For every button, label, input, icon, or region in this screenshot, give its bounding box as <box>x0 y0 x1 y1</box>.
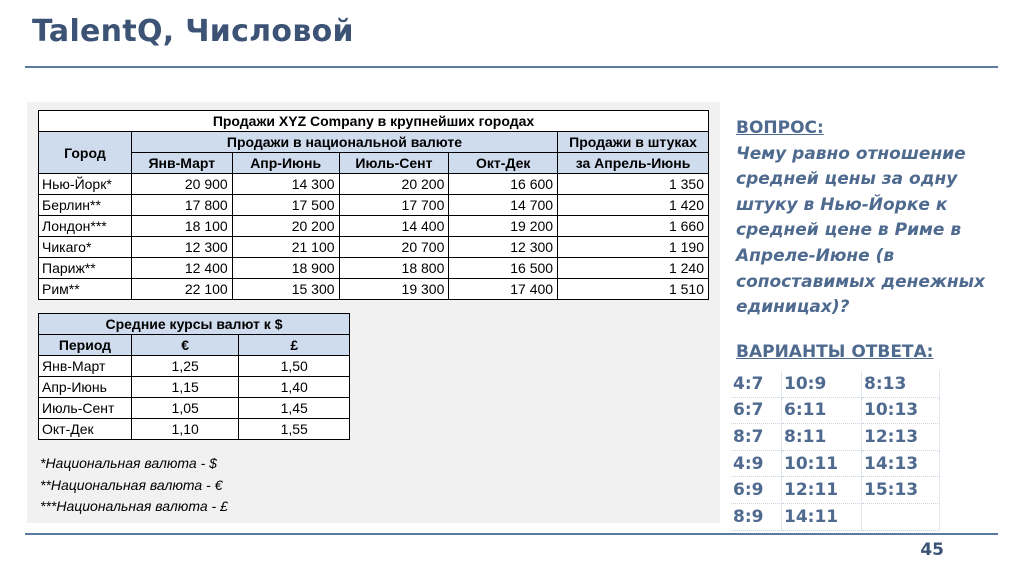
answer-option[interactable]: 10:13 <box>862 398 940 425</box>
national-currency-header: Продажи в национальной валюте <box>131 132 557 153</box>
sales-cell: 14 300 <box>232 174 339 195</box>
pound-rate-cell: 1,45 <box>239 398 350 419</box>
answer-option[interactable]: 12:13 <box>862 424 940 451</box>
footnote: **Национальная валюта - € <box>40 476 223 493</box>
sales-cell: 19 200 <box>449 216 558 237</box>
euro-header: € <box>131 335 239 356</box>
sales-cell: 17 400 <box>449 279 558 300</box>
euro-rate-cell: 1,15 <box>131 377 239 398</box>
answer-option[interactable]: 4:7 <box>731 371 782 398</box>
sales-cell: 16 500 <box>449 258 558 279</box>
question-block <box>736 116 991 321</box>
units-cell: 1 420 <box>558 195 709 216</box>
table-row <box>39 216 709 237</box>
sales-cell: 12 300 <box>449 237 558 258</box>
footnote: *Национальная валюта - $ <box>40 455 217 471</box>
sales-cell: 14 400 <box>339 216 449 237</box>
city-cell: Чикаго* <box>39 237 132 258</box>
answers-heading: ВАРИАНТЫ ОТВЕТА: <box>736 342 934 362</box>
table-row <box>39 398 350 419</box>
answer-option[interactable]: 10:11 <box>782 451 862 478</box>
answer-option[interactable]: 8:11 <box>782 424 862 451</box>
sales-cell: 19 300 <box>339 279 449 300</box>
sales-cell: 20 700 <box>339 237 449 258</box>
answer-option <box>862 504 940 531</box>
city-header: Город <box>39 132 132 174</box>
table-row <box>39 356 350 377</box>
answer-option[interactable]: 12:11 <box>782 477 862 504</box>
answer-option[interactable]: 8:13 <box>862 371 940 398</box>
footer-divider <box>25 533 998 535</box>
sales-cell: 17 700 <box>339 195 449 216</box>
sales-cell: 18 100 <box>131 216 232 237</box>
table-row <box>39 174 709 195</box>
answer-option[interactable]: 14:11 <box>782 504 862 531</box>
footnote: ***Национальная валюта - £ <box>40 498 228 514</box>
sales-table <box>38 110 709 300</box>
period-header: Июль-Сент <box>339 153 449 174</box>
answer-option[interactable]: 6:7 <box>731 398 782 425</box>
question-text: Чему равно отношение средней цены за одну штуку в Нью-Йорке к средней цене в Риме в Апреле-Июне (в сопоставимых денежных единицах)? <box>736 143 985 318</box>
sales-cell: 15 300 <box>232 279 339 300</box>
answer-option[interactable]: 10:9 <box>782 371 862 398</box>
sales-cell: 17 500 <box>232 195 339 216</box>
units-cell: 1 510 <box>558 279 709 300</box>
sales-cell: 21 100 <box>232 237 339 258</box>
table-row <box>39 377 350 398</box>
sales-cell: 17 800 <box>131 195 232 216</box>
pound-rate-cell: 1,50 <box>239 356 350 377</box>
euro-rate-cell: 1,05 <box>131 398 239 419</box>
period-cell: Апр-Июнь <box>39 377 132 398</box>
answer-option[interactable]: 8:9 <box>731 504 782 531</box>
page-number: 45 <box>920 540 944 560</box>
city-cell: Рим** <box>39 279 132 300</box>
slide-title: TalentQ, Числовой <box>32 14 354 49</box>
units-cell: 1 660 <box>558 216 709 237</box>
sales-cell: 22 100 <box>131 279 232 300</box>
sales-table-title: Продажи XYZ Company в крупнейших городах <box>39 111 709 132</box>
sales-cell: 20 900 <box>131 174 232 195</box>
period-header: Период <box>39 335 132 356</box>
table-row <box>39 195 709 216</box>
answer-option[interactable]: 14:13 <box>862 451 940 478</box>
period-header: Апр-Июнь <box>232 153 339 174</box>
question-heading: ВОПРОС: <box>736 118 824 138</box>
city-cell: Нью-Йорк* <box>39 174 132 195</box>
units-cell: 1 190 <box>558 237 709 258</box>
pound-rate-cell: 1,55 <box>239 419 350 440</box>
answer-options <box>731 371 940 531</box>
period-cell: Июль-Сент <box>39 398 132 419</box>
answer-option[interactable]: 6:9 <box>731 477 782 504</box>
period-header: Янв-Март <box>131 153 232 174</box>
table-row <box>39 237 709 258</box>
euro-rate-cell: 1,25 <box>131 356 239 377</box>
units-header-line1: Продажи в штуках <box>558 132 709 153</box>
header-divider <box>25 66 998 68</box>
sales-cell: 20 200 <box>339 174 449 195</box>
euro-rate-cell: 1,10 <box>131 419 239 440</box>
sales-cell: 14 700 <box>449 195 558 216</box>
city-cell: Берлин** <box>39 195 132 216</box>
answer-option[interactable]: 4:9 <box>731 451 782 478</box>
pound-rate-cell: 1,40 <box>239 377 350 398</box>
answer-option[interactable]: 15:13 <box>862 477 940 504</box>
answer-option[interactable]: 8:7 <box>731 424 782 451</box>
sales-cell: 20 200 <box>232 216 339 237</box>
city-cell: Париж** <box>39 258 132 279</box>
period-cell: Окт-Дек <box>39 419 132 440</box>
units-cell: 1 350 <box>558 174 709 195</box>
pound-header: £ <box>239 335 350 356</box>
sales-cell: 12 300 <box>131 237 232 258</box>
sales-cell: 18 900 <box>232 258 339 279</box>
table-row <box>39 279 709 300</box>
period-cell: Янв-Март <box>39 356 132 377</box>
answer-option[interactable]: 6:11 <box>782 398 862 425</box>
units-cell: 1 240 <box>558 258 709 279</box>
period-header: Окт-Дек <box>449 153 558 174</box>
footnotes <box>40 453 228 518</box>
units-header-line2: за Апрель-Июнь <box>558 153 709 174</box>
rates-table <box>38 313 350 440</box>
sales-cell: 16 600 <box>449 174 558 195</box>
table-row <box>39 258 709 279</box>
city-cell: Лондон*** <box>39 216 132 237</box>
table-row <box>39 419 350 440</box>
sales-cell: 12 400 <box>131 258 232 279</box>
sales-cell: 18 800 <box>339 258 449 279</box>
rates-table-title: Средние курсы валют к $ <box>39 314 350 335</box>
